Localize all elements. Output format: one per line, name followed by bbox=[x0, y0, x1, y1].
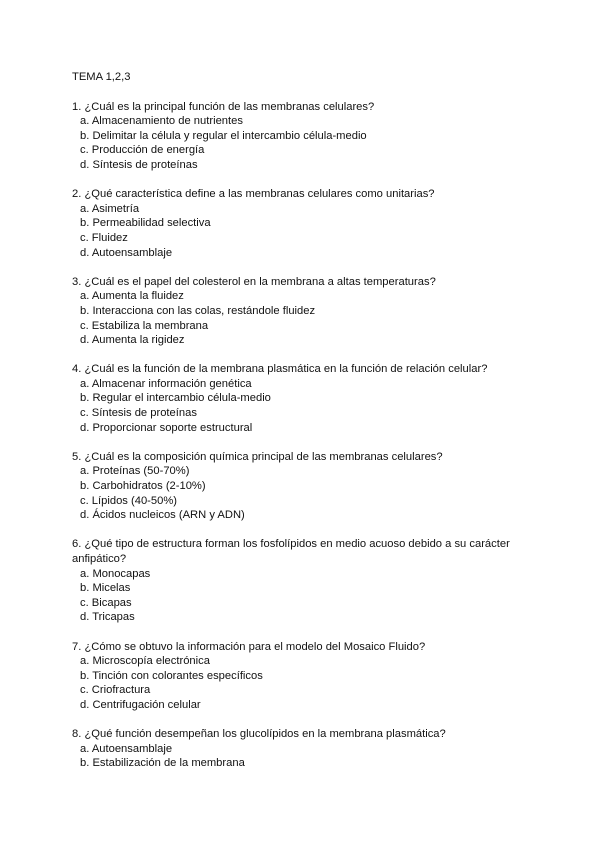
answer-option: b. Permeabilidad selectiva bbox=[80, 217, 211, 230]
answer-option: d. Autoensamblaje bbox=[80, 246, 173, 259]
answer-option: a. Monocapas bbox=[80, 567, 151, 580]
answer-option: c. Criofractura bbox=[80, 684, 151, 697]
question-7 bbox=[72, 640, 542, 713]
question-1 bbox=[72, 100, 542, 173]
answer-option: d. Ácidos nucleicos (ARN y ADN) bbox=[80, 509, 245, 522]
question-5 bbox=[72, 450, 542, 523]
answer-option: c. Fluidez bbox=[80, 231, 128, 244]
answer-option: a. Almacenar información genética bbox=[80, 377, 252, 390]
answer-option: b. Carbohidratos (2-10%) bbox=[80, 480, 206, 493]
answer-option: b. Micelas bbox=[80, 582, 131, 595]
answer-option: a. Microscopía electrónica bbox=[80, 655, 210, 668]
question-text: 5. ¿Cuál es la composición química principal de las membranas celulares? bbox=[72, 450, 443, 463]
question-3 bbox=[72, 275, 542, 348]
answer-option: d. Síntesis de proteínas bbox=[80, 158, 198, 171]
question-text: 7. ¿Cómo se obtuvo la información para el modelo del Mosaico Fluido? bbox=[72, 640, 426, 653]
question-text: 8. ¿Qué función desempeñan los glucolípidos en la membrana plasmática? bbox=[72, 728, 446, 741]
answer-option: b. Estabilización de la membrana bbox=[80, 757, 245, 770]
answer-option: c. Bicapas bbox=[80, 596, 132, 609]
answer-option: a. Almacenamiento de nutrientes bbox=[80, 115, 243, 128]
answer-option: a. Proteínas (50-70%) bbox=[80, 465, 190, 478]
answer-option: b. Tinción con colorantes específicos bbox=[80, 669, 263, 682]
answer-option: b. Interacciona con las colas, restándole fluidez bbox=[80, 304, 316, 317]
answer-option: c. Producción de energía bbox=[80, 144, 205, 157]
question-8 bbox=[72, 727, 542, 771]
question-text: 2. ¿Qué característica define a las membranas celulares como unitarias? bbox=[72, 188, 435, 201]
answer-option: a. Asimetría bbox=[80, 202, 140, 215]
answer-option: a. Autoensamblaje bbox=[80, 742, 173, 755]
answer-option: d. Proporcionar soporte estructural bbox=[80, 421, 253, 434]
answer-option: d. Aumenta la rigidez bbox=[80, 334, 185, 347]
answer-option: b. Delimitar la célula y regular el intercambio célula-medio bbox=[80, 129, 367, 142]
question-4 bbox=[72, 362, 542, 435]
answer-option: d. Tricapas bbox=[80, 611, 135, 624]
document-title: TEMA 1,2,3 bbox=[72, 71, 131, 83]
answer-option: a. Aumenta la fluidez bbox=[80, 290, 184, 303]
answer-option: d. Centrifugación celular bbox=[80, 698, 201, 711]
question-text: 4. ¿Cuál es la función de la membrana plasmática en la función de relación celular? bbox=[72, 363, 488, 376]
question-text: 6. ¿Qué tipo de estructura forman los fosfolípidos en medio acuoso debido a su carácter anfipático? bbox=[72, 538, 510, 565]
document-page bbox=[72, 70, 542, 786]
question-text: 3. ¿Cuál es el papel del colesterol en la membrana a altas temperaturas? bbox=[72, 275, 436, 288]
question-6 bbox=[72, 537, 542, 625]
answer-option: c. Síntesis de proteínas bbox=[80, 407, 197, 420]
answer-option: c. Lípidos (40-50%) bbox=[80, 494, 178, 507]
question-2 bbox=[72, 187, 542, 260]
answer-option: b. Regular el intercambio célula-medio bbox=[80, 392, 271, 405]
answer-option: c. Estabiliza la membrana bbox=[80, 319, 209, 332]
question-text: 1. ¿Cuál es la principal función de las membranas celulares? bbox=[72, 100, 375, 113]
